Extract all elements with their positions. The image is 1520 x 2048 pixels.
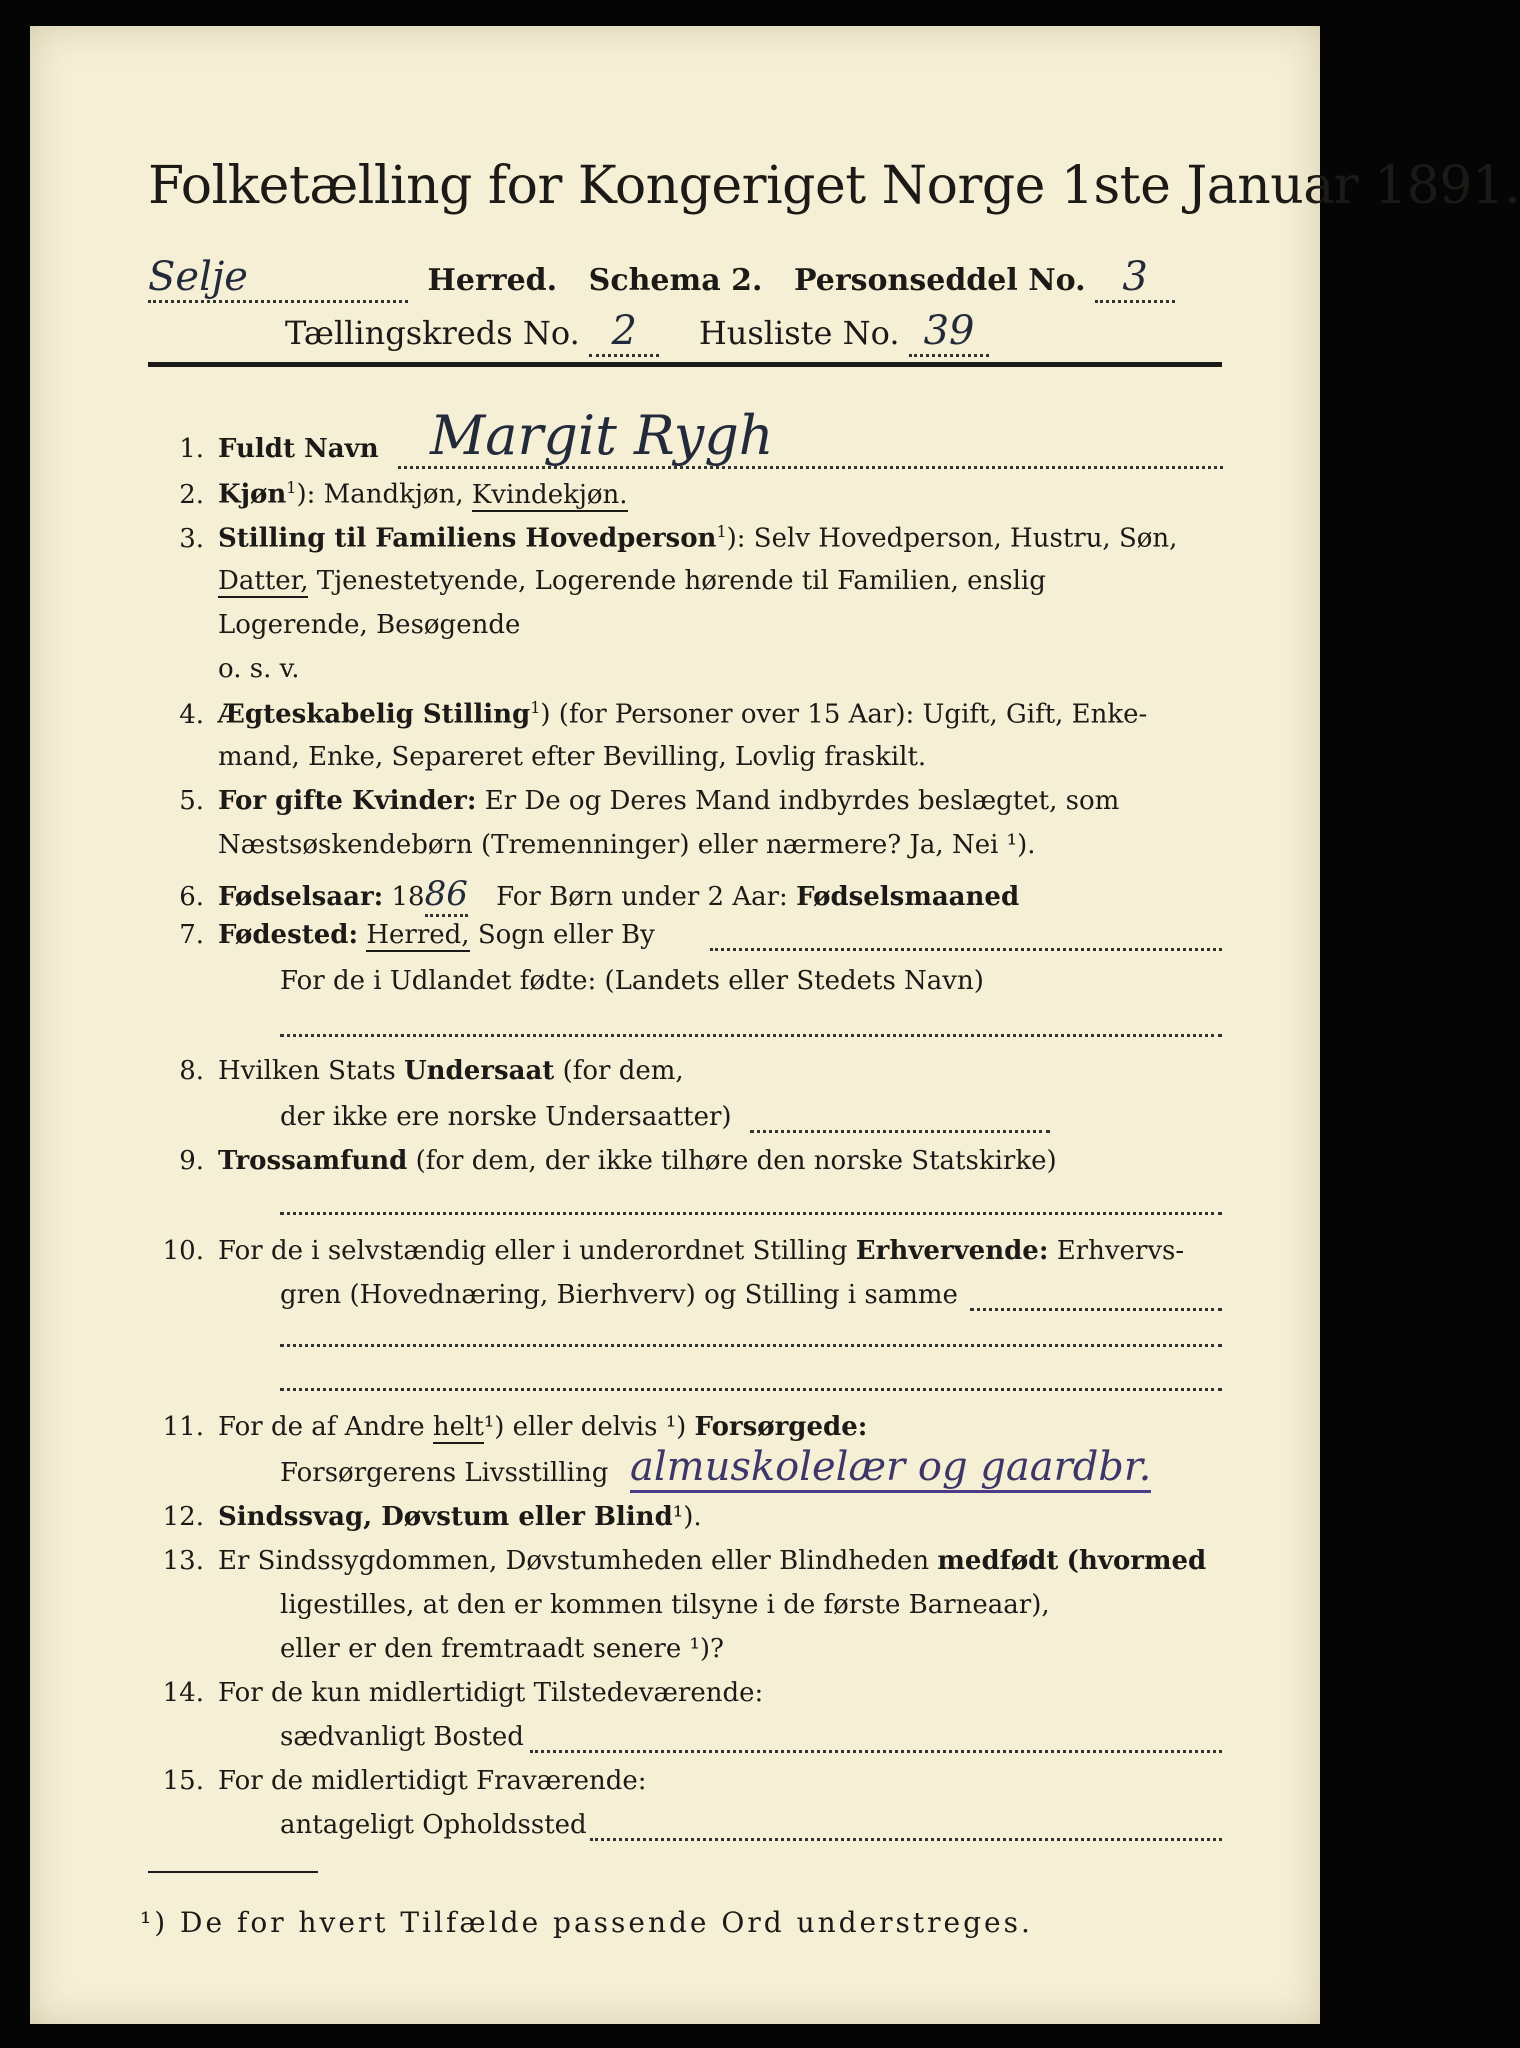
taellingskreds-value: 2: [589, 308, 659, 357]
item-9: 9. Trossamfund (for dem, der ikke tilhøre den norske Statskirke): [179, 1146, 1057, 1176]
personseddel-label: Personseddel No.: [793, 263, 1086, 298]
husliste-label: Husliste No.: [698, 314, 900, 352]
taellingskreds-label: Tællingskreds No.: [285, 314, 580, 352]
herred-label: Herred.: [427, 263, 558, 298]
item-3: 3. Stilling til Familiens Hovedperson$^1$): Selv Hovedperson, Hustru, Søn,: [179, 522, 1178, 554]
header-rule: [148, 362, 1222, 367]
item-11: 11. For de af Andre helt¹) eller delvis ¹) Forsørgede:: [162, 1412, 868, 1442]
herred-row: [148, 254, 1175, 303]
item-4: 4. Ægteskabelig Stilling$^1$) (for Personer over 15 Aar): Ugift, Gift, Enke-: [179, 698, 1148, 730]
item-7: 7. Fødested: Herred, Sogn eller By: [179, 920, 655, 950]
datter-underlined: Datter,: [218, 566, 309, 596]
item-6: 6. Fødselsaar: 1886 For Børn under 2 Aar: Fødselsmaaned: [148, 874, 1019, 914]
personseddel-value: 3: [1095, 254, 1175, 303]
item-1: 1. Fuldt Navn: [179, 434, 379, 464]
item-15: 15. For de midlertidigt Fraværende:: [162, 1766, 647, 1796]
taellingskreds-row: [285, 308, 989, 357]
schema-label: Schema 2.: [588, 263, 763, 298]
census-form: Folketælling for Kongeriget Norge 1ste Januar 1891. Selje Herred. Schema 2. Personseddel No. 3 Tællingskreds No. 2 Husliste No. 39 1. Fuldt Navn Margit Rygh 2. Kjøn$^1$): Mandkjøn, Kvindekjøn. 3. Stilling til Familiens Hovedperson$^1$): Selv Hovedperson, Hustru, Søn, Datter, Tjenestetyende, Logerende hørende til Familien, enslig Logerende, Besøgende o. s. v. 4. Ægteskabelig Stilling$^1$) (for Personer over 15 Aar): Ugift, Gift, Enke- mand, Enke, Separeret efter Bevilling, Lovlig fraskilt. 5. For gifte Kvinder: Er De og Deres Mand indbyrdes beslægtet, som Næstsøskendebørn (Tremenninger) eller nærmere? Ja, Nei ¹). 6. Fødselsaar: 1886 For Børn under 2 Aar: Fødselsmaaned 7. Fødested: Herred, Sogn eller By For de i Udlandet fødte: (Landets eller Stedets Navn) 8. Hvilken Stats Undersaat (for dem, der ikke ere norske Undersaatter) 9. Trossamfund (for dem, der ikke tilhøre den norske Statskirke) 10. For de i selvstændig eller i underordnet Stilling Erhvervende: Erhvervs- gren (Hovednæring, Bierhverv) og Stilling i samme 11. For de af Andre helt¹) eller delvis ¹) Forsørgede: Forsørgerens Livsstilling almuskolelær og gaardbr. 12. Sindssvag, Døvstum eller Blind¹). 13. Er Sindssygdommen, Døvstumheden eller Blindheden medfødt (hvormed ligestilles, at den er kommen tilsyne i de første Barneaar), eller er den fremtraadt senere ¹)? 14. For de kun midlertidigt Tilstedeværende: sædvanligt Bosted 15. For de midlertidigt Fraværende: antageligt Opholdssted ¹) De for hvert Tilfælde passende Ord understreges.: [30, 26, 1320, 2024]
kvindekjon-underlined: Kvindekjøn.: [471, 479, 628, 510]
item-14: 14. For de kun midlertidigt Tilstedeværende:: [162, 1678, 764, 1708]
helt-underlined: helt: [432, 1412, 484, 1442]
item-12: 12. Sindssvag, Døvstum eller Blind¹).: [162, 1502, 702, 1532]
item-2: 2. Kjøn$^1$): Mandkjøn, Kvindekjøn.: [179, 478, 628, 510]
herred-underlined: Herred,: [366, 920, 470, 950]
footnote-rule: [148, 1871, 318, 1873]
form-title: Folketælling for Kongeriget Norge 1ste Januar 1891.: [148, 156, 1520, 216]
provider-occupation-value: almuskolelær og gaardbr.: [630, 1444, 1151, 1490]
item-13: 13. Er Sindssygdommen, Døvstumheden eller Blindheden medfødt (hvormed: [162, 1546, 1207, 1576]
item-8: 8. Hvilken Stats Undersaat (for dem,: [179, 1056, 684, 1086]
full-name-value: Margit Rygh: [430, 404, 774, 467]
herred-value: Selje: [148, 254, 408, 303]
birth-year-value: 86: [425, 874, 468, 917]
item-5: 5. For gifte Kvinder: Er De og Deres Mand indbyrdes beslægtet, som: [179, 786, 1120, 816]
footnote: ¹) De for hvert Tilfælde passende Ord understreges.: [140, 1906, 1033, 1939]
item-10: 10. For de i selvstændig eller i underordnet Stilling Erhvervende: Erhvervs-: [162, 1236, 1185, 1266]
husliste-value: 39: [909, 308, 989, 357]
